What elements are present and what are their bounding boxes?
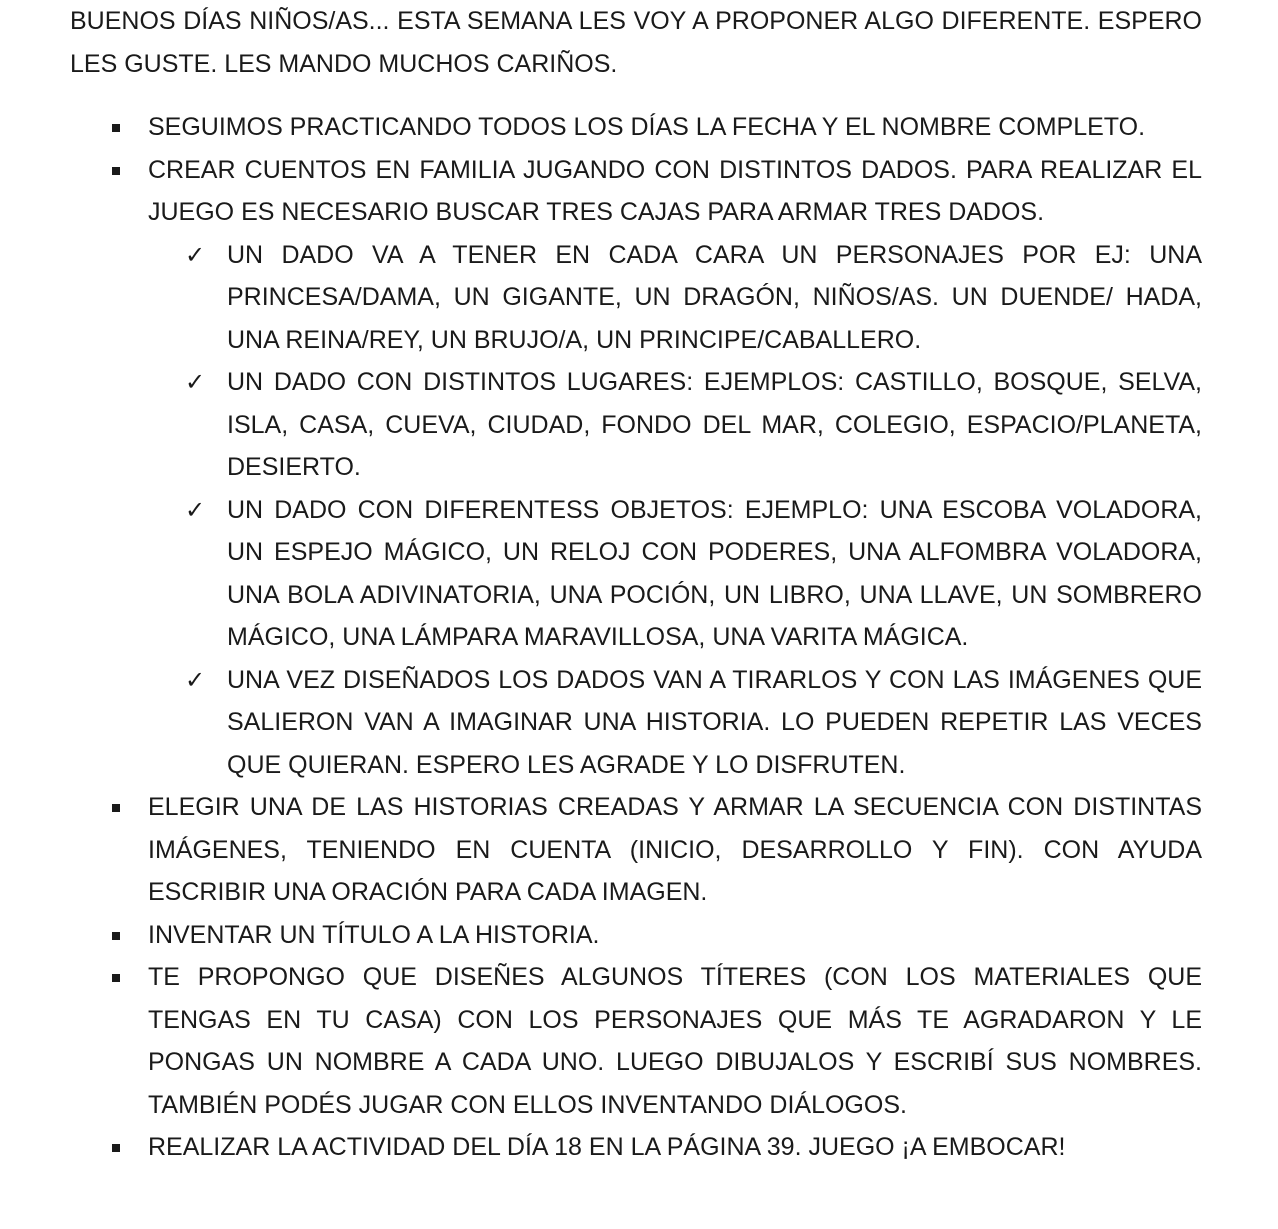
- list-item: [70, 914, 1202, 957]
- sublist-item-text: UN DADO CON DIFERENTESS OBJETOS: EJEMPLO: UNA ESCOBA VOLADORA, UN ESPEJO MÁGICO, UN RELOJ CON PODERES, UNA ALFOMBRA VOLADORA, UNA BOLA ADIVINATORIA, UNA POCIÓN, UN LIBRO, UNA LLAVE, UN SOMBRERO MÁGICO, UNA LÁMPARA MARAVILLOSA, UNA VARITA MÁGICA.: [227, 495, 1202, 651]
- dice-sublist: [148, 234, 1202, 787]
- sublist-item-text: UN DADO VA A TENER EN CADA CARA UN PERSONAJES POR EJ: UNA PRINCESA/DAMA, UN GIGANTE, UN DRAGÓN, NIÑOS/AS. UN DUENDE/ HADA, UNA REINA/REY, UN BRUJO/A, UN PRINCIPE/CABALLERO.: [227, 240, 1202, 354]
- square-bullet-icon: [112, 124, 120, 132]
- check-icon: ✓: [185, 240, 206, 269]
- check-icon: ✓: [185, 368, 206, 396]
- sublist-item: [70, 489, 1202, 659]
- square-bullet-icon: [112, 932, 120, 940]
- list-item-text: REALIZAR LA ACTIVIDAD DEL DÍA 18 EN LA PÁGINA 39. JUEGO ¡A EMBOCAR!: [148, 1133, 1066, 1161]
- sublist-item-text: UN DADO CON DISTINTOS LUGARES: EJEMPLOS: CASTILLO, BOSQUE, SELVA, ISLA, CASA, CUEVA, CIUDAD, FONDO DEL MAR, COLEGIO, ESPACIO/PLANETA, DESIERTO.: [227, 368, 1202, 481]
- sublist-item: [70, 361, 1202, 489]
- list-item: [70, 1126, 1202, 1169]
- check-icon: ✓: [185, 495, 206, 524]
- square-bullet-icon: [112, 804, 120, 812]
- list-item-text: TE PROPONGO QUE DISEÑES ALGUNOS TÍTERES (CON LOS MATERIALES QUE TENGAS EN TU CASA) CON LOS PERSONAJES QUE MÁS TE AGRADARON Y LE PONGAS UN NOMBRE A CADA UNO. LUEGO DIBUJALOS Y ESCRIBÍ SUS NOMBRES. TAMBIÉN PODÉS JUGAR CON ELLOS INVENTANDO DIÁLOGOS.: [148, 963, 1202, 1119]
- document-page: [70, 0, 1202, 1169]
- list-item: [70, 106, 1202, 149]
- list-item-text: ELEGIR UNA DE LAS HISTORIAS CREADAS Y ARMAR LA SECUENCIA CON DISTINTAS IMÁGENES, TENIENDO EN CUENTA (INICIO, DESARROLLO Y FIN). CON AYUDA ESCRIBIR UNA ORACIÓN PARA CADA IMAGEN.: [148, 793, 1202, 906]
- sublist-item-text: UNA VEZ DISEÑADOS LOS DADOS VAN A TIRARLOS Y CON LAS IMÁGENES QUE SALIERON VAN A IMAGINAR UNA HISTORIA. LO PUEDEN REPETIR LAS VECES QUE QUIERAN. ESPERO LES AGRADE Y LO DISFRUTEN.: [227, 665, 1202, 779]
- square-bullet-icon: [112, 167, 120, 175]
- list-item: [70, 786, 1202, 914]
- check-icon: ✓: [185, 665, 206, 694]
- activity-list: [70, 106, 1202, 1169]
- list-item-text: CREAR CUENTOS EN FAMILIA JUGANDO CON DISTINTOS DADOS. PARA REALIZAR EL JUEGO ES NECESARIO BUSCAR TRES CAJAS PARA ARMAR TRES DADOS.: [148, 155, 1202, 226]
- list-item-text: INVENTAR UN TÍTULO A LA HISTORIA.: [148, 920, 600, 949]
- intro-paragraph: BUENOS DÍAS NIÑOS/AS... ESTA SEMANA LES VOY A PROPONER ALGO DIFERENTE. ESPERO LES GUSTE. LES MANDO MUCHOS CARIÑOS.: [70, 7, 1202, 78]
- square-bullet-icon: [112, 1144, 120, 1152]
- list-item: [70, 956, 1202, 1126]
- list-item-text: SEGUIMOS PRACTICANDO TODOS LOS DÍAS LA FECHA Y EL NOMBRE COMPLETO.: [148, 113, 1146, 141]
- sublist-item: [70, 234, 1202, 362]
- list-item: [70, 149, 1202, 787]
- square-bullet-icon: [112, 974, 120, 982]
- sublist-item: [70, 659, 1202, 787]
